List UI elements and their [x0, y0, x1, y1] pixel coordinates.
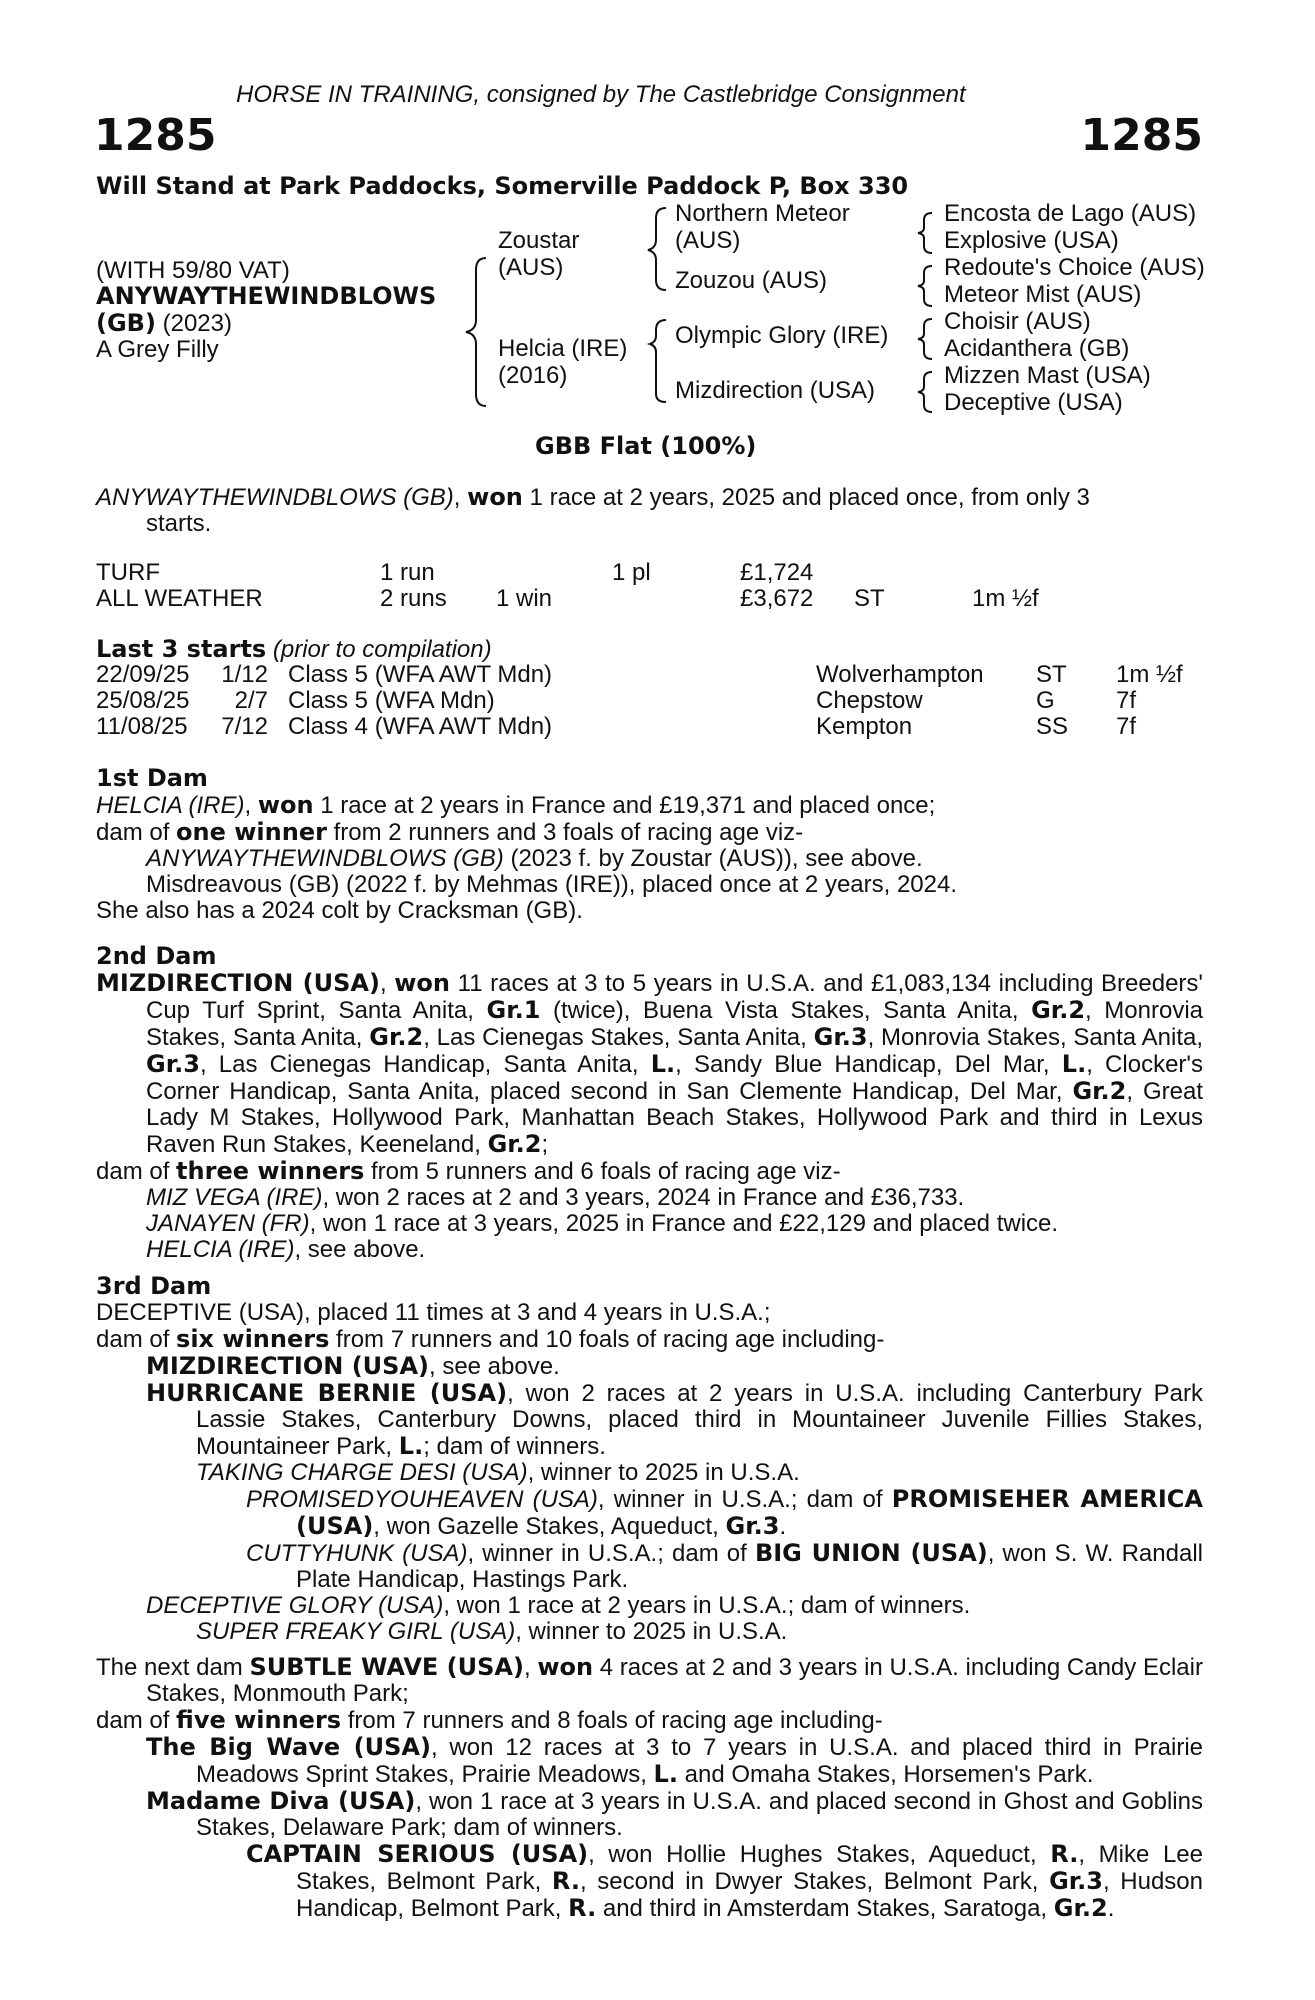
pedigree-dam-year: (2016) — [498, 362, 568, 389]
start-position: 2/7 — [234, 687, 268, 714]
lot-number-left: 1285 — [94, 110, 217, 161]
start-going: G — [1036, 687, 1055, 714]
record-turf-surface: TURF — [96, 559, 160, 586]
pedigree-dss: Choisir (AUS) — [944, 308, 1091, 335]
start-course: Wolverhampton — [816, 661, 984, 688]
start-date: 22/09/25 — [96, 661, 190, 688]
horse-name: ANYWAYTHEWINDBLOWS — [96, 282, 437, 310]
record-aw-runs: 2 runs — [380, 585, 447, 612]
start-position: 7/12 — [221, 713, 268, 740]
pedigree-sds: Redoute's Choice (AUS) — [944, 254, 1205, 281]
record-turf-prize: £1,724 — [740, 559, 814, 586]
second-dam-section: 2nd Dam MIZDIRECTION (USA), won 11 races at 3 to 5 years in U.S.A. and £1,083,134 including Breeders' Cup Turf Sprint, Santa Anita, Gr.1 (twice), Buena Vista Stakes, Santa Anita, Gr.2, Monrovia Stakes, Santa Anita, Gr.2, Las Cienegas Stakes, Santa Anita, Gr.3, Monrovia Stakes, Santa Anita, Gr.3, Las Cienegas Handicap, Santa Anita, L., Sandy Blue Handicap, Del Mar, L., Clocker's Corner Handicap, Santa Anita, placed second in San Clemente Handicap, Del Mar, Gr.2, Great Lady M Stakes, Hollywood Park, Manhattan Beach Stakes, Hollywood Park and third in Lexus Raven Run Stakes, Keeneland, Gr.2; dam of three winners from 5 runners and 6 foals of racing age viz- MIZ VEGA (IRE), won 2 races at 2 and 3 years, 2024 in France and £36,733. JANAYEN (FR), won 1 race at 3 years, 2025 in France and £22,129 and placed twice. HELCIA (IRE), see above. — [96, 942, 1204, 1263]
first-dam-section: 1st Dam HELCIA (IRE), won 1 race at 2 years in France and £19,371 and placed once; dam of one winner from 2 runners and 3 foals of racing age viz- ANYWAYTHEWINDBLOWS (GB) (2023 f. by Zoustar (AUS)), see above. Misdreavous (GB) (2022 f. by Mehmas (IRE)), placed once at 2 years, 2024. She also has a 2024 colt by Cracksman (GB). — [96, 764, 1203, 924]
pedigree-sss: Encosta de Lago (AUS) — [944, 200, 1197, 227]
start-going: ST — [1036, 661, 1067, 688]
third-dam-heading: 3rd Dam — [96, 1272, 212, 1300]
start-distance: 7f — [1116, 713, 1137, 740]
pedigree-dds: Mizzen Mast (USA) — [944, 362, 1151, 389]
start-position: 1/12 — [221, 661, 268, 688]
horse-country-year: (GB) (2023) — [96, 309, 232, 337]
start-race: Class 4 (WFA AWT Mdn) — [288, 713, 553, 740]
start-race: Class 5 (WFA AWT Mdn) — [288, 661, 553, 688]
record-aw-prize: £3,672 — [740, 585, 814, 612]
start-course: Kempton — [816, 713, 913, 740]
race-summary: ANYWAYTHEWINDBLOWS (GB), won 1 race at 2 years, 2025 and placed once, from only 3 starts. — [96, 483, 1090, 537]
pedigree-ssd: Explosive (USA) — [944, 227, 1119, 254]
start-course: Chepstow — [816, 687, 923, 714]
pedigree-sire-dam: Zouzou (AUS) — [675, 267, 828, 294]
record-turf-placed: 1 pl — [612, 559, 651, 586]
rating: GBB Flat (100%) — [535, 432, 757, 460]
pedigree-ddd: Deceptive (USA) — [944, 389, 1123, 416]
start-distance: 7f — [1116, 687, 1137, 714]
pedigree-sdd: Meteor Mist (AUS) — [944, 281, 1142, 308]
start-date: 11/08/25 — [96, 713, 188, 740]
pedigree-dam: Helcia (IRE) — [498, 335, 628, 362]
pedigree-dam-sire: Olympic Glory (IRE) — [675, 322, 889, 349]
location-line: Will Stand at Park Paddocks, Somerville Paddock P, Box 330 — [96, 172, 909, 200]
second-dam-heading: 2nd Dam — [96, 942, 217, 970]
record-aw-surface: ALL WEATHER — [96, 585, 263, 612]
start-distance: 1m ½f — [1116, 661, 1183, 688]
record-aw-distance: 1m ½f — [972, 585, 1039, 612]
record-turf-runs: 1 run — [380, 559, 435, 586]
pedigree-dam-dam: Mizdirection (USA) — [675, 377, 876, 404]
record-aw-going: ST — [854, 585, 885, 612]
start-date: 25/08/25 — [96, 687, 190, 714]
next-dam-section: The next dam SUBTLE WAVE (USA), won 4 races at 2 and 3 years in U.S.A. including Candy Eclair Stakes, Monmouth Park; dam of five winners from 7 runners and 8 foals of racing age including- The Big Wave (USA), won 12 races at 3 to 7 years in U.S.A. and placed third in Prairie Meadows Sprint Stakes, Prairie Meadows, L. and Omaha Stakes, Horsemen's Park. Madame Diva (USA), won 1 race at 3 years in U.S.A. and placed second in Ghost and Goblins Stakes, Delaware Park; dam of winners. CAPTAIN SERIOUS (USA), won Hollie Hughes Stakes, Aqueduct, R., Mike Lee Stakes, Belmont Park, R., second in Dwyer Stakes, Belmont Park, Gr.3, Hudson Handicap, Belmont Park, R. and third in Amsterdam Stakes, Saratoga, Gr.2. — [96, 1653, 1203, 1922]
last-starts-heading: Last 3 starts (prior to compilation) — [96, 635, 492, 663]
horse-description: A Grey Filly — [96, 336, 219, 363]
first-dam-heading: 1st Dam — [96, 764, 208, 792]
pedigree-dsd: Acidanthera (GB) — [944, 335, 1130, 362]
consignor-line: HORSE IN TRAINING, consigned by The Castlebridge Consignment — [236, 81, 966, 108]
pedigree-sire-sire-country: (AUS) — [675, 227, 741, 254]
third-dam-section: 3rd Dam DECEPTIVE (USA), placed 11 times at 3 and 4 years in U.S.A.; dam of six winners from 7 runners and 10 foals of racing age including- MIZDIRECTION (USA), see above. HURRICANE BERNIE (USA), won 2 races at 2 years in U.S.A. including Canterbury Park Lassie Stakes, Canterbury Downs, placed third in Mountaineer Juvenile Fillies Stakes, Mountaineer Park, L.; dam of winners. TAKING CHARGE DESI (USA), winner to 2025 in U.S.A. PROMISEDYOUHEAVEN (USA), winner in U.S.A.; dam of PROMISEHER AMERICA (USA), won Gazelle Stakes, Aqueduct, Gr.3. CUTTYHUNK (USA), winner in U.S.A.; dam of BIG UNION (USA), won S. W. Randall Plate Handicap, Hastings Park. DECEPTIVE GLORY (USA), won 1 race at 2 years in U.S.A.; dam of winners. SUPER FREAKY GIRL (USA), winner to 2025 in U.S.A. — [96, 1272, 1203, 1645]
start-race: Class 5 (WFA Mdn) — [288, 687, 495, 714]
record-aw-wins: 1 win — [496, 585, 553, 612]
pedigree-sire: Zoustar — [498, 227, 580, 254]
pedigree-sire-sire: Northern Meteor — [675, 200, 850, 227]
pedigree-sire-country: (AUS) — [498, 254, 564, 281]
vat-note: (WITH 59/80 VAT) — [96, 257, 290, 284]
start-going: SS — [1036, 713, 1069, 740]
lot-number-right: 1285 — [1080, 110, 1203, 161]
